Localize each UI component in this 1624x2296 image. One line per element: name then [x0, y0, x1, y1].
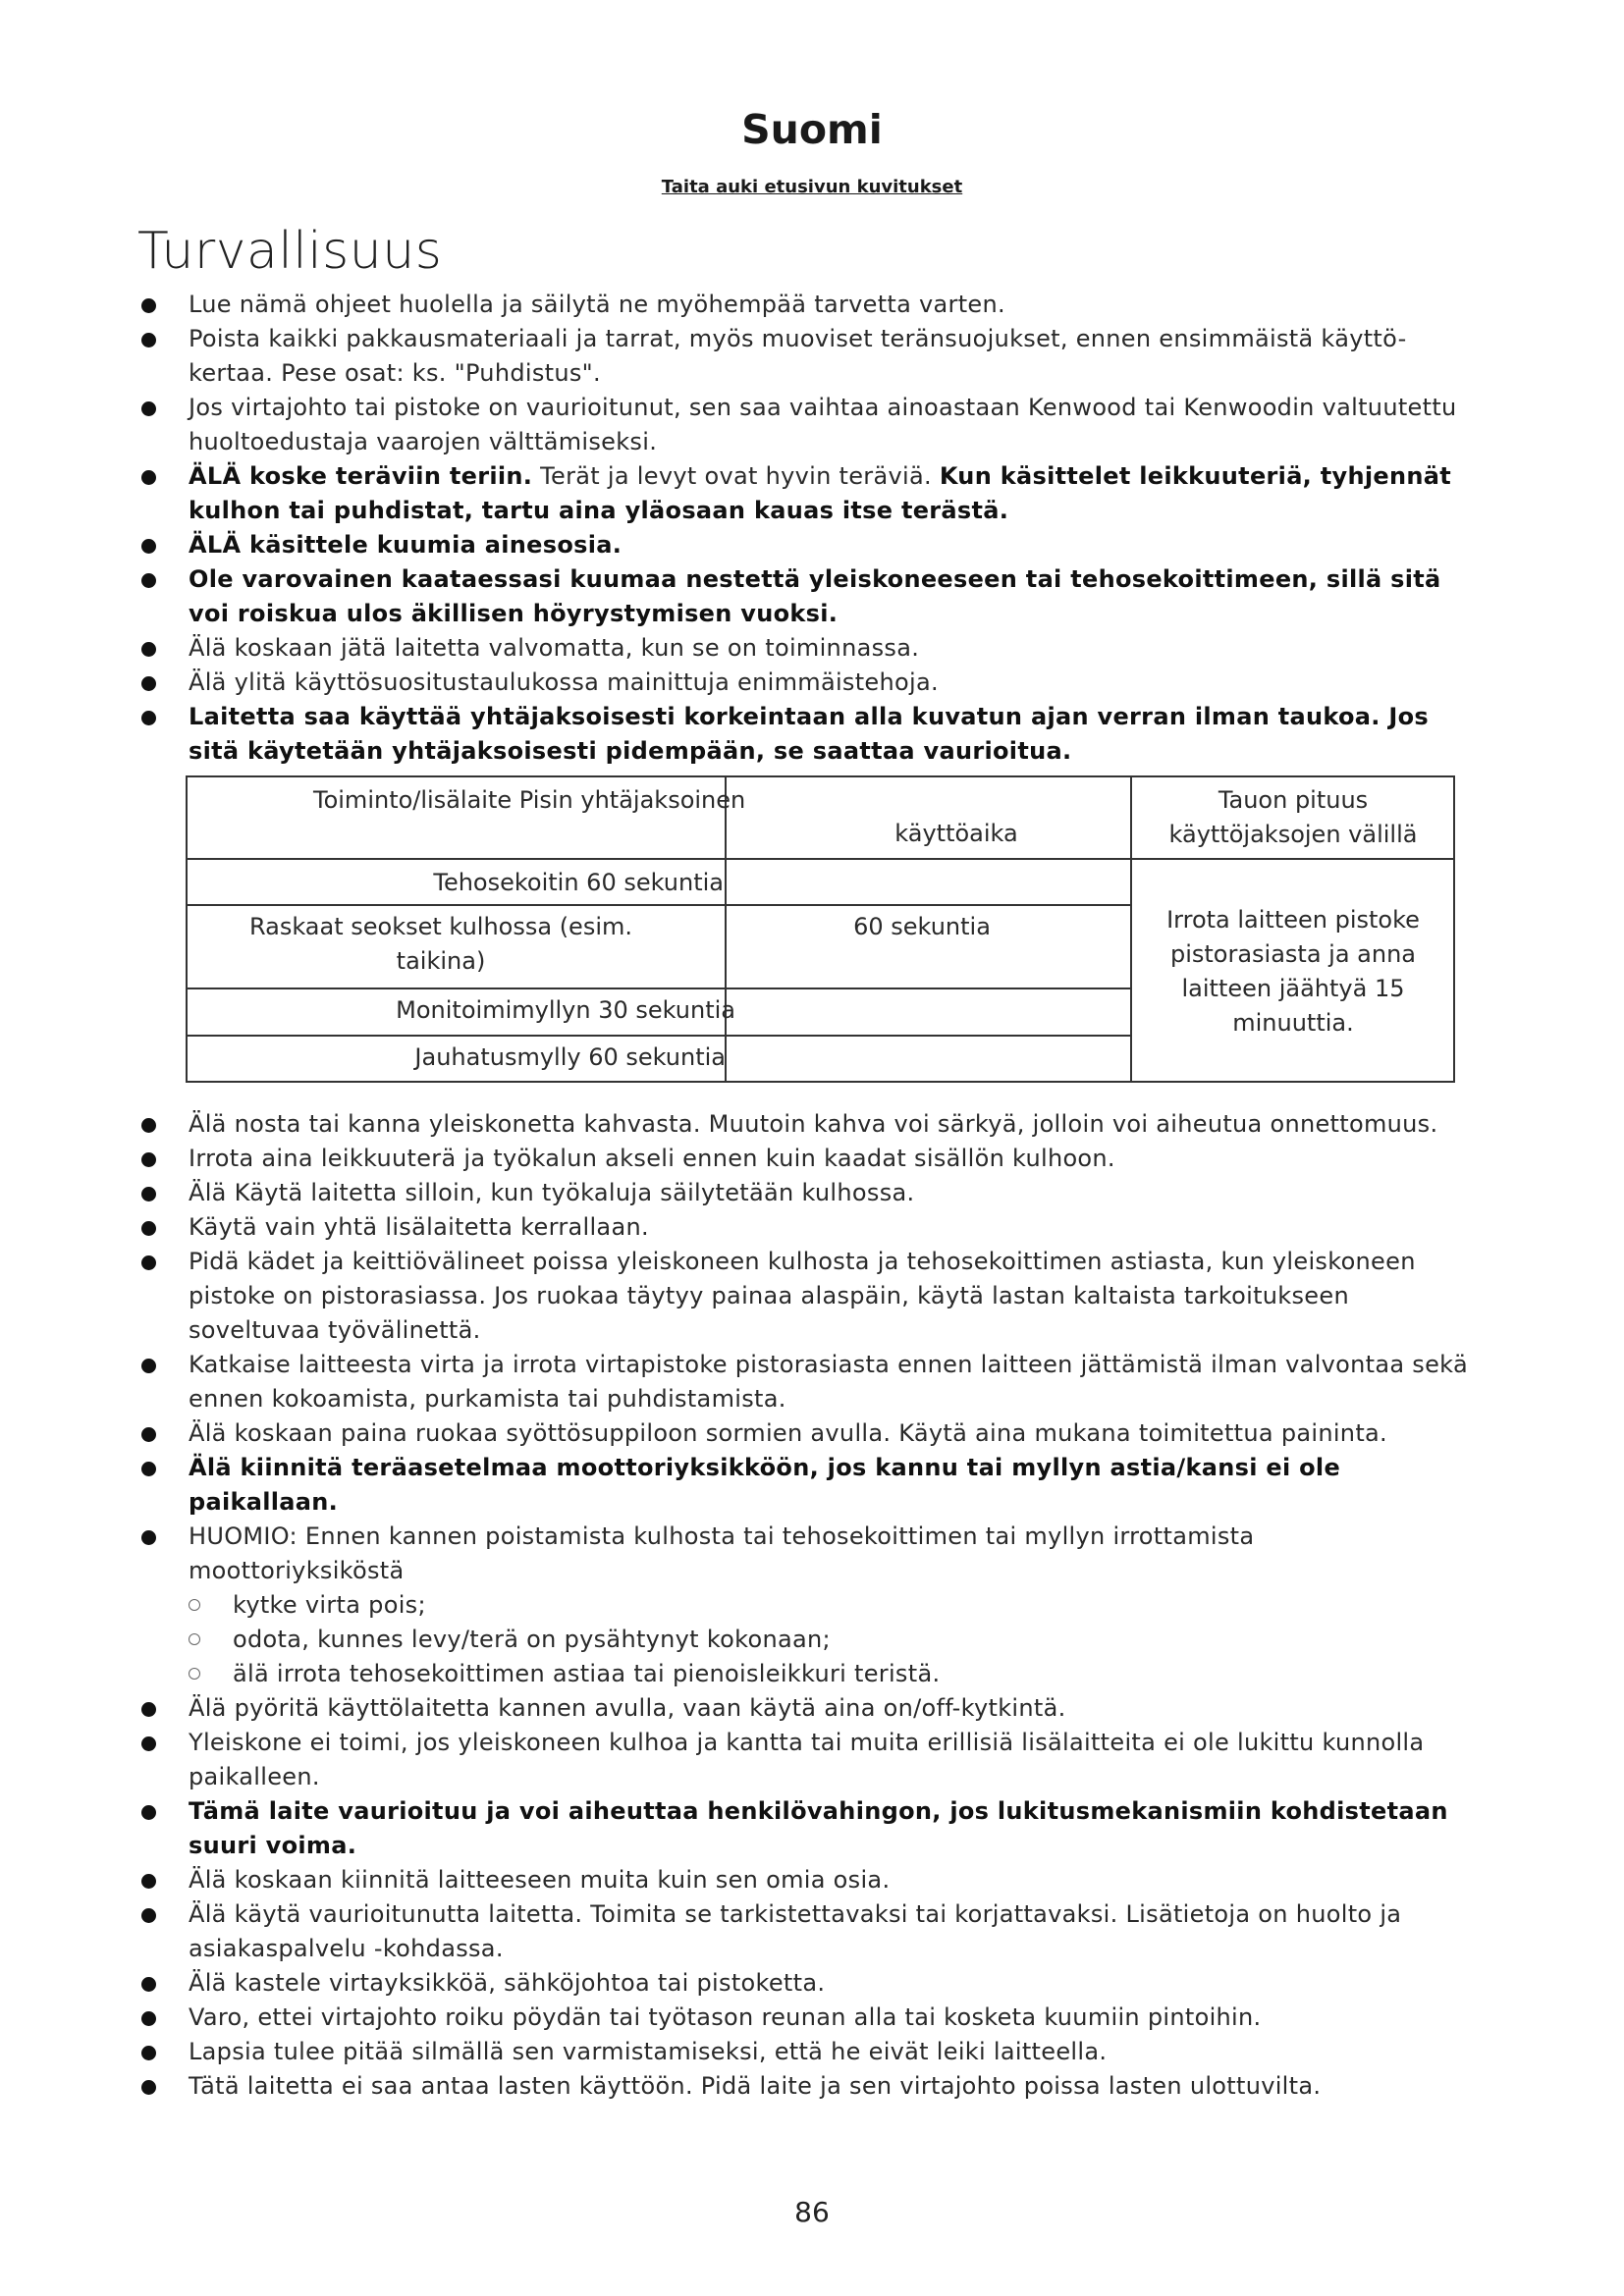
sub-list-text: odota, kunnes levy/terä on pysähtynyt kokonaan;	[233, 1626, 831, 1653]
table-row-heavy-mix: Raskaat seokset kulhossa (esim. taikina)	[248, 913, 633, 975]
list-item: Älä ylitä käyttösuositustaulukossa mainittuja enimmäistehoja.	[137, 666, 1473, 700]
list-item: ÄLÄ käsittele kuumia ainesosia.	[137, 528, 1473, 562]
sub-list-text: kytke virta pois;	[233, 1591, 426, 1619]
list-item: Jos virtajohto tai pistoke on vaurioitunut, sen saa vaihtaa ainoastaan Kenwood tai Kenwoodin valtuutettu huoltoedustaja vaarojen välttämiseksi.	[137, 391, 1473, 459]
list-item: Yleiskone ei toimi, jos yleiskoneen kulhoa ja kantta tai muita erillisiä lisälaitteita ei ole lukittu kunnolla paikalleen.	[137, 1726, 1473, 1794]
list-item: Varo, ettei virtajohto roiku pöydän tai työtason reunan alla tai kosketa kuumiin pintoihin.	[137, 2001, 1473, 2035]
list-item: Ole varovainen kaataessasi kuumaa nestettä yleiskoneeseen tai tehosekoittimeen, sillä sitä voi roiskua ulos äkillisen höyrystymisen vuoksi.	[137, 562, 1473, 631]
warning-text: ÄLÄ koske teräviin teriin.	[189, 462, 533, 490]
list-item: Tämä laite vaurioituu ja voi aiheuttaa henkilövahingon, jos lukitusmekanismiin kohdistetaan suuri voima.	[137, 1794, 1473, 1863]
safety-list-top	[137, 288, 1473, 769]
list-item: Älä koskaan jätä laitetta valvomatta, kun se on toiminnassa.	[137, 631, 1473, 666]
list-item: Laitetta saa käyttää yhtäjaksoisesti korkeintaan alla kuvatun ajan verran ilman taukoa. Jos sitä käytetään yhtäjaksoisesti pidempään, se saattaa vaurioitua.	[137, 700, 1473, 769]
list-item: Älä koskaan kiinnitä laitteeseen muita kuin sen omia osia.	[137, 1863, 1473, 1897]
table-header-function: Toiminto/lisälaite Pisin yhtäjaksoinen	[313, 786, 746, 814]
note-text: Terät ja levyt ovat hyvin teräviä.	[532, 462, 940, 490]
sub-list-item	[189, 1623, 1473, 1657]
list-item: Poista kaikki pakkausmateriaali ja tarrat, myös muoviset teränsuojukset, ennen ensimmäistä käyttö-kertaa. Pese osat: ks. "Puhdistus".	[137, 322, 1473, 391]
list-item: Irrota aina leikkuuterä ja työkalun akseli ennen kuin kaadat sisällön kulhoon.	[137, 1142, 1473, 1176]
list-item: Tätä laitetta ei saa antaa lasten käyttöön. Pidä laite ja sen virtajohto poissa lasten ulottuvilta.	[137, 2069, 1473, 2104]
list-item: Älä käytä vaurioitunutta laitetta. Toimita se tarkistettavaksi tai korjattavaksi. Lisätietoja on huolto ja asiakaspalvelu -kohdassa.	[137, 1897, 1473, 1966]
usage-time-table	[186, 775, 1455, 1083]
section-heading: Turvallisuus	[137, 222, 443, 281]
table-header-runtime: käyttöaika	[894, 820, 1018, 847]
list-item: Katkaise laitteesta virta ja irrota virtapistoke pistorasiasta ennen laitteen jättämistä ilman valvontaa sekä ennen kokoamista, purkamista tai puhdistamista.	[137, 1348, 1473, 1416]
table-pause-note: Irrota laitteen pistoke pistorasiasta ja anna laitteen jäähtyä 15 minuuttia.	[1166, 906, 1420, 1037]
list-item: Älä pyöritä käyttölaitetta kannen avulla, vaan käytä aina on/off-kytkintä.	[137, 1691, 1473, 1726]
list-item: Älä kiinnitä teräasetelmaa moottoriyksikköön, jos kannu tai myllyn astia/kansi ei ole paikallaan.	[137, 1451, 1473, 1520]
list-item-huomio	[137, 1520, 1473, 1691]
huomio-text: HUOMIO: Ennen kannen poistamista kulhosta tai tehosekoittimen tai myllyn irrottamista moottoriyksiköstä	[189, 1522, 1255, 1584]
fold-out-note: Taita auki etusivun kuvitukset	[661, 177, 963, 197]
page-number: 86	[794, 2196, 830, 2228]
huomio-steps	[189, 1588, 1473, 1691]
list-item: Käytä vain yhtä lisälaitetta kerrallaan.	[137, 1210, 1473, 1245]
warning-text: Kun käsittelet leikkuuteriä, tyhjennät kulhon tai puhdistat, tartu aina yläosaan kauas itse terästä.	[189, 462, 1452, 524]
table-row-blender: Tehosekoitin 60 sekuntia	[433, 869, 724, 896]
table-row-grinding-mill: Jauhatusmylly 60 sekuntia	[414, 1043, 726, 1071]
page-title: Suomi	[741, 106, 883, 153]
sub-list-text: älä irrota tehosekoittimen astiaa tai pienoisleikkuri teristä.	[233, 1660, 941, 1687]
table-row-heavy-mix-time: 60 sekuntia	[853, 913, 991, 940]
circle-bullet-icon	[189, 1599, 200, 1611]
table-row-multimill: Monitoimimyllyn 30 sekuntia	[396, 996, 735, 1024]
circle-bullet-icon	[189, 1633, 200, 1645]
circle-bullet-icon	[189, 1668, 200, 1680]
list-item: Älä Käytä laitetta silloin, kun työkaluja säilytetään kulhossa.	[137, 1176, 1473, 1210]
sub-list-item	[189, 1588, 1473, 1623]
list-item: Pidä kädet ja keittiövälineet poissa yleiskoneen kulhosta ja tehosekoittimen astiasta, kun yleiskoneen pistoke on pistorasiassa. Jos ruokaa täytyy painaa alaspäin, käytä lastan kaltaista tarkoitukseen soveltuvaa työvälinettä.	[137, 1245, 1473, 1348]
list-item: Lapsia tulee pitää silmällä sen varmistamiseksi, että he eivät leiki laitteella.	[137, 2035, 1473, 2069]
list-item: Lue nämä ohjeet huolella ja säilytä ne myöhempää tarvetta varten.	[137, 288, 1473, 322]
list-item: Älä kastele virtayksikköä, sähköjohtoa tai pistoketta.	[137, 1966, 1473, 2001]
sub-list-item	[189, 1657, 1473, 1691]
list-item: Älä koskaan paina ruokaa syöttösuppiloon sormien avulla. Käytä aina mukana toimitettua paininta.	[137, 1416, 1473, 1451]
table-header-pause: Tauon pituus käyttöjaksojen välillä	[1168, 786, 1418, 848]
list-item: Älä nosta tai kanna yleiskonetta kahvasta. Muutoin kahva voi särkyä, jolloin voi aiheutua onnettomuus.	[137, 1107, 1473, 1142]
safety-list-bottom	[137, 1107, 1473, 2104]
list-item	[137, 459, 1473, 528]
